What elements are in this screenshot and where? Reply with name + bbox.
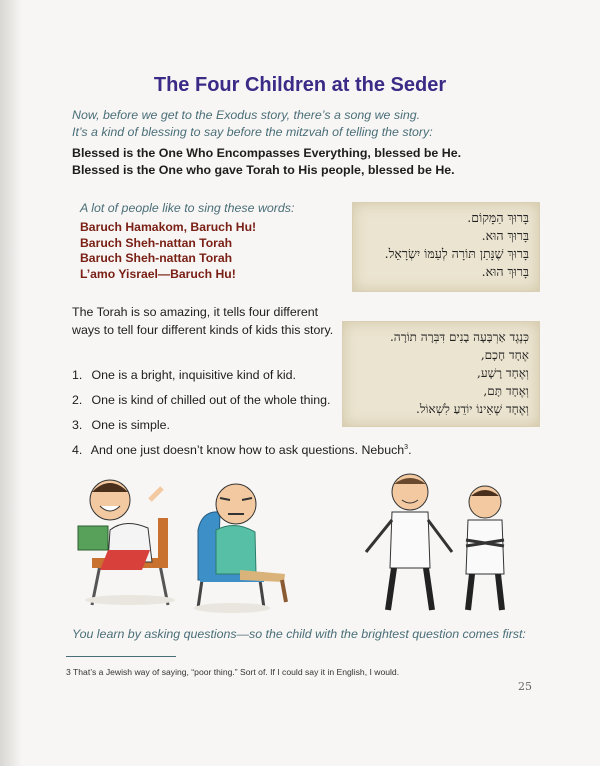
quiet-child-figure [466, 486, 504, 610]
hebrew-four-children-parchment [342, 321, 540, 427]
kid-item [72, 443, 412, 457]
book-spine-shadow [0, 0, 22, 766]
singing-intro: A lot of people like to sing these words: [80, 201, 295, 215]
hebrew-line: בָּרוּךְ הוּא. [481, 264, 529, 279]
transliteration-line: Baruch Sheh-nattan Torah [80, 235, 233, 250]
kid-text-period: . [408, 443, 412, 457]
blessing-line: Blessed is the One who gave Torah to His people, blessed be He. [72, 163, 455, 177]
transliteration-line: Baruch Sheh-nattan Torah [80, 251, 233, 265]
intro-text [72, 107, 552, 141]
kid-item [72, 368, 296, 382]
kid-text: One is a bright, inquisitive kind of kid. [91, 368, 297, 382]
simple-child-figure [366, 474, 452, 610]
kid-number: 3. [72, 418, 83, 432]
kid-number: 2. [72, 393, 83, 407]
kid-item [72, 418, 170, 432]
page-title: The Four Children at the Seder [153, 74, 447, 96]
transliteration-line: Baruch Hamakom, Baruch Hu! [80, 220, 257, 234]
bright-child-figure [78, 480, 175, 605]
hebrew-line: בָּרוּךְ הוּא. [481, 228, 529, 243]
blessing-text [72, 145, 552, 179]
hebrew-line: וְאֶחָד תָּם, [483, 384, 529, 398]
blessing-line: Blessed is the One Who Encompasses Everything, blessed be He. [72, 146, 462, 160]
footnote-divider [66, 656, 176, 657]
hebrew-line: אֶחָד חָכָם, [480, 348, 529, 362]
footnote-marker: 3 [404, 443, 409, 451]
kid-text: One is simple. [91, 418, 170, 432]
hebrew-line: וְאֶחָד רָשָׁע, [477, 366, 529, 380]
closing-line: You learn by asking questions—so the child with the brightest question comes first: [72, 627, 526, 641]
hebrew-line: וְאֶחָד שֶׁאֵינוֹ יוֹדֵעַ לִשְׁאוֹל. [416, 402, 529, 416]
kid-number: 1. [72, 368, 83, 382]
four-ways-paragraph: The Torah is so amazing, it tells four different ways to tell four different kinds of kids this story. [72, 305, 334, 337]
transliteration-block [80, 220, 256, 282]
hebrew-blessing-parchment [352, 202, 540, 292]
kid-item [72, 393, 330, 407]
kid-text: One is kind of chilled out of the whole thing. [91, 393, 331, 407]
hebrew-line: כְּנֶגֶד אַרְבָּעָה בָנִים דִּבְּרָה תוֹרָה. [389, 330, 529, 344]
chilled-child-figure [194, 484, 286, 613]
hebrew-line: בָּרוּךְ הַמָּקוֹם. [467, 210, 529, 225]
intro-line: It’s a kind of blessing to say before the mitzvah of telling the story: [72, 125, 433, 139]
hebrew-line: בָּרוּךְ שֶׁנָּתַן תּוֹרָה לְעַמּוֹ יִשְׂרָאֵל. [384, 246, 529, 261]
kid-number: 4. [72, 443, 83, 457]
transliteration-line: L’amo Yisrael—Baruch Hu! [80, 266, 236, 281]
kid-text: And one just doesn’t know how to ask questions. Nebuch [90, 443, 405, 457]
intro-line: Now, before we get to the Exodus story, there’s a song we sing. [72, 108, 421, 122]
four-children-illustration [70, 470, 530, 620]
footnote-text: 3 That’s a Jewish way of saying, “poor thing.” Sort of. If I could say it in English, I would. [66, 667, 400, 677]
page-number: 25 [518, 680, 532, 693]
